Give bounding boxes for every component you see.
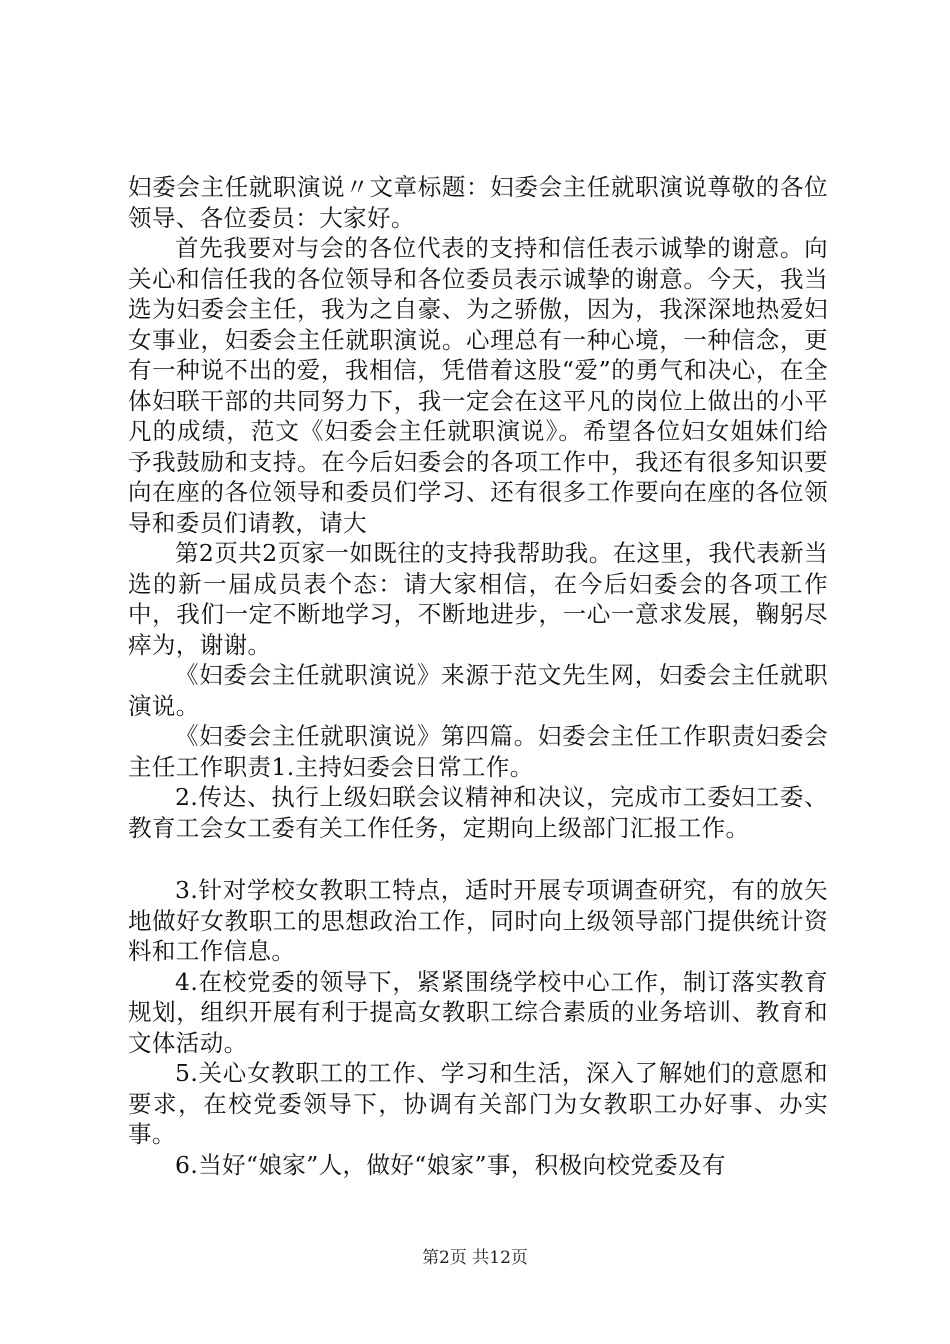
paragraph-speech-closing: 第2页共2页家一如既往的支持我帮助我。在这里，我代表新当选的新一届成员表个态：请大家相信，在今后妇委会的各项工作中，我们一定不断地学习，不断地进步，一心一意求发展，鞠躬尽瘁为，谢谢。 — [128, 539, 828, 659]
paragraph-duties-heading: 《妇委会主任就职演说》第四篇。妇委会主任工作职责妇委会主任工作职责1.主持妇委会日常工作。 — [128, 722, 828, 781]
page-number-footer: 第2页 共12页 — [422, 1248, 528, 1268]
paragraph-duty-4: 4.在校党委的领导下，紧紧围绕学校中心工作，制订落实教育规划，组织开展有利于提高女教职工综合素质的业务培训、教育和文体活动。 — [128, 967, 828, 1057]
paragraph-speech-opening: 首先我要对与会的各位代表的支持和信任表示诚挚的谢意。向关心和信任我的各位领导和各位委员表示诚挚的谢意。今天，我当选为妇委会主任，我为之自豪、为之骄傲，因为，我深深地热爱妇女事业，妇委会主任就职演说。心理总有一种心境，一种信念，更有一种说不出的爱，我相信，凭借着这股“爱”的勇气和决心，在全体妇联干部的共同努力下，我一定会在这平凡的岗位上做出的小平凡的成绩，范文《妇委会主任就职演说》。希望各位妇女姐妹们给予我鼓励和支持。在今后妇委会的各项工作中，我还有很多知识要向在座的各位领导和委员们学习、还有很多工作要向在座的各位领导和委员们请教，请大 — [128, 234, 828, 537]
paragraph-duty-3: 3.针对学校女教职工特点，适时开展专项调查研究，有的放矢地做好女教职工的思想政治工作，同时向上级领导部门提供统计资料和工作信息。 — [128, 876, 828, 965]
paragraph-duty-2: 2.传达、执行上级妇联会议精神和决议，完成市工委妇工委、教育工会女工委有关工作任务，定期向上级部门汇报工作。 — [128, 783, 828, 842]
document-body — [128, 172, 828, 1180]
paragraph-duty-6: 6.当好“娘家”人，做好“娘家”事，积极向校党委及有 — [175, 1150, 726, 1179]
paragraph-duty-5: 5.关心女教职工的工作、学习和生活，深入了解她们的意愿和要求，在校党委领导下，协调有关部门为女教职工办好事、办实事。 — [128, 1059, 828, 1148]
paragraph-title-line: 妇委会主任就职演说〃文章标题：妇委会主任就职演说尊敬的各位领导、各位委员：大家好。 — [128, 173, 828, 232]
paragraph-source-note: 《妇委会主任就职演说》来源于范文先生网，妇委会主任就职演说。 — [128, 661, 828, 720]
